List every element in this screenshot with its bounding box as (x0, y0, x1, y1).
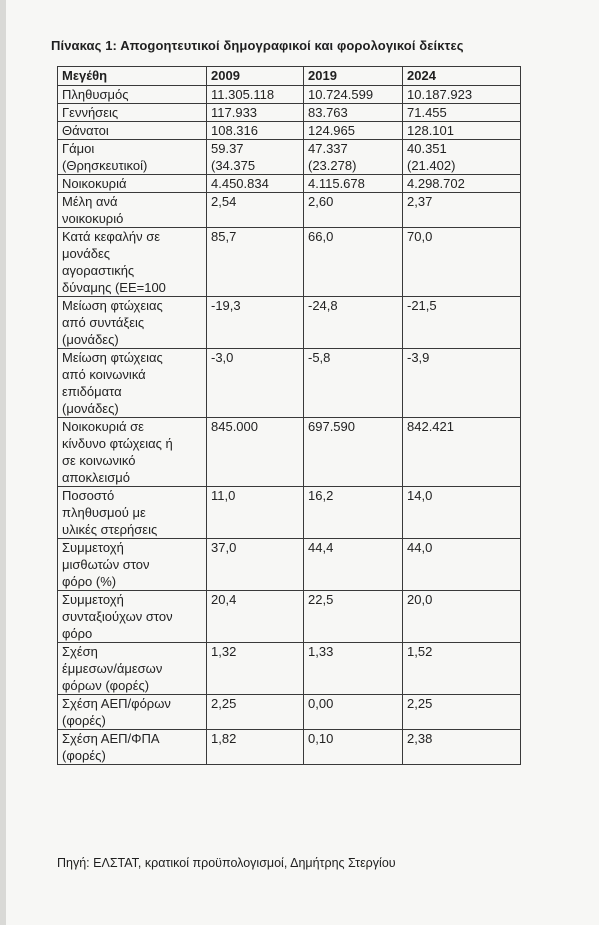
row-label-line: Μέλη ανά (62, 194, 118, 209)
value-cell (304, 86, 403, 104)
row-label-line: μισθωτών στον (62, 557, 150, 572)
value-cell (403, 297, 521, 349)
table-row (58, 643, 521, 695)
value-line: 1,82 (211, 731, 237, 746)
row-label-line: (φορές) (62, 713, 106, 728)
value-cell (403, 349, 521, 418)
row-label-cell (58, 104, 207, 122)
row-label-line: Σχέση ΑΕΠ/φόρων (62, 696, 171, 711)
value-line: (21.402) (407, 158, 456, 173)
row-label-cell (58, 140, 207, 175)
value-line: (34.375 (211, 158, 256, 173)
value-line: 70,0 (407, 229, 433, 244)
value-line: 0,00 (308, 696, 334, 711)
row-label-line: (μονάδες) (62, 332, 119, 347)
value-line: 842.421 (407, 419, 454, 434)
row-label-line: φόρο (%) (62, 574, 117, 589)
value-line: 11.305.118 (211, 87, 275, 102)
row-label-cell (58, 228, 207, 297)
row-label-line: υλικές στερήσεις (62, 522, 158, 537)
table-row (58, 695, 521, 730)
row-label-line: σε κοινωνικό (62, 453, 136, 468)
value-cell (207, 122, 304, 140)
table-row (58, 228, 521, 297)
row-label-line: νοικοκυριό (62, 211, 124, 226)
value-line: 40.351 (407, 141, 447, 156)
row-label-line: αποκλεισμό (62, 470, 130, 485)
row-label-cell (58, 695, 207, 730)
row-label-line: Νοικοκυριά σε (62, 419, 144, 434)
row-label-cell (58, 193, 207, 228)
value-line: 44,4 (308, 540, 334, 555)
table-row (58, 297, 521, 349)
value-cell (304, 643, 403, 695)
row-label-line: Γεννήσεις (62, 105, 119, 120)
row-label-line: Κατά κεφαλήν σε (62, 229, 161, 244)
row-label-cell (58, 349, 207, 418)
row-label-line: Συμμετοχή (62, 592, 124, 607)
value-line: 10.724.599 (308, 87, 374, 102)
value-line: -3,9 (407, 350, 430, 365)
row-label-cell (58, 175, 207, 193)
value-line: -5,8 (308, 350, 331, 365)
value-cell (207, 104, 304, 122)
value-line: 2,25 (211, 696, 237, 711)
value-cell (403, 695, 521, 730)
row-label-line: από κοινωνικά (62, 367, 146, 382)
value-line: 14,0 (407, 488, 433, 503)
table-row (58, 591, 521, 643)
indicators-table (57, 66, 521, 765)
value-cell (207, 591, 304, 643)
value-cell (304, 487, 403, 539)
value-cell (403, 228, 521, 297)
row-label-line: Μείωση φτώχειας (62, 298, 163, 313)
row-label-cell (58, 730, 207, 765)
value-line: -21,5 (407, 298, 437, 313)
table-row (58, 487, 521, 539)
value-line: -24,8 (308, 298, 338, 313)
value-cell (207, 539, 304, 591)
value-cell (207, 228, 304, 297)
row-label-line: Μείωση φτώχειας (62, 350, 163, 365)
table-title: Πίνακας 1: Αποgoητευτικοί δημογραφικοί και φορολογικοί δείκτες (51, 38, 464, 53)
value-cell (207, 140, 304, 175)
row-label-line: Σχέση ΑΕΠ/ΦΠΑ (62, 731, 160, 746)
value-cell (304, 122, 403, 140)
row-label-line: Θάνατοι (62, 123, 109, 138)
row-label-cell (58, 539, 207, 591)
row-label-line: (φορές) (62, 748, 106, 763)
row-label-cell (58, 418, 207, 487)
value-line: 128.101 (407, 123, 454, 138)
value-cell (403, 193, 521, 228)
row-label-line: Συμμετοχή (62, 540, 124, 555)
row-label-line: συνταξιούχων στον (62, 609, 173, 624)
value-cell (403, 122, 521, 140)
value-line: 108.316 (211, 123, 258, 138)
value-cell (207, 297, 304, 349)
row-label-line: Σχέση (62, 644, 98, 659)
row-label-line: (μονάδες) (62, 401, 119, 416)
value-cell (207, 349, 304, 418)
header-cell-measure: Μεγέθη (58, 67, 207, 86)
row-label-line: φόρων (φορές) (62, 678, 150, 693)
table-row (58, 175, 521, 193)
row-label-line: Γάμοι (62, 141, 95, 156)
value-cell (403, 539, 521, 591)
value-line: 4.115.678 (308, 176, 365, 191)
value-cell (304, 104, 403, 122)
value-cell (207, 193, 304, 228)
row-label-line: (Θρησκευτικοί) (62, 158, 148, 173)
row-label-line: φόρο (62, 626, 93, 641)
value-line: 4.298.702 (407, 176, 465, 191)
value-cell (304, 730, 403, 765)
value-cell (403, 140, 521, 175)
value-cell (403, 418, 521, 487)
value-line: 845.000 (211, 419, 258, 434)
value-line: 20,4 (211, 592, 237, 607)
value-line: 59.37 (211, 141, 244, 156)
table-body (58, 86, 521, 765)
value-line: (23.278) (308, 158, 357, 173)
value-line: 697.590 (308, 419, 355, 434)
value-cell (207, 643, 304, 695)
row-label-line: αγοραστικής (62, 263, 135, 278)
value-cell (403, 104, 521, 122)
header-cell-2024: 2024 (403, 67, 521, 86)
value-line: 10.187.923 (407, 87, 473, 102)
header-cell-2009: 2009 (207, 67, 304, 86)
row-label-line: κίνδυνο φτώχειας ή (62, 436, 173, 451)
header-cell-2019: 2019 (304, 67, 403, 86)
value-cell (403, 643, 521, 695)
value-line: 83.763 (308, 105, 348, 120)
value-line: 16,2 (308, 488, 334, 503)
value-cell (403, 730, 521, 765)
scan-page-edge (0, 0, 6, 925)
value-line: 47.337 (308, 141, 348, 156)
value-cell (403, 175, 521, 193)
value-line: 2,37 (407, 194, 433, 209)
table-header-row (58, 67, 521, 86)
source-note: Πηγή: ΕΛΣΤΑΤ, κρατικοί προϋπολογισμοί, Δημήτρης Στεργίου (57, 856, 396, 870)
row-label-line: Νοικοκυριά (62, 176, 127, 191)
value-line: 4.450.834 (211, 176, 269, 191)
table-row (58, 193, 521, 228)
value-cell (304, 175, 403, 193)
row-label-cell (58, 86, 207, 104)
row-label-cell (58, 122, 207, 140)
row-label-line: έμμεσων/άμεσων (62, 661, 163, 676)
row-label-cell (58, 591, 207, 643)
value-cell (304, 695, 403, 730)
value-line: -19,3 (211, 298, 241, 313)
value-line: 2,60 (308, 194, 334, 209)
value-line: 2,25 (407, 696, 433, 711)
row-label-cell (58, 643, 207, 695)
row-label-cell (58, 487, 207, 539)
table-row (58, 539, 521, 591)
value-cell (304, 193, 403, 228)
value-line: 1,52 (407, 644, 433, 659)
value-cell (304, 418, 403, 487)
table-row (58, 86, 521, 104)
value-cell (207, 695, 304, 730)
value-line: 124.965 (308, 123, 355, 138)
value-cell (207, 730, 304, 765)
value-line: 2,38 (407, 731, 433, 746)
value-line: 1,32 (211, 644, 237, 659)
value-cell (304, 539, 403, 591)
table-row (58, 730, 521, 765)
value-line: -3,0 (211, 350, 234, 365)
value-line: 71.455 (407, 105, 447, 120)
value-line: 22,5 (308, 592, 334, 607)
value-line: 85,7 (211, 229, 237, 244)
value-line: 117.933 (211, 105, 258, 120)
value-line: 44,0 (407, 540, 433, 555)
row-label-cell (58, 297, 207, 349)
value-cell (304, 140, 403, 175)
value-cell (207, 487, 304, 539)
row-label-line: Ποσοστό (62, 488, 115, 503)
value-cell (207, 86, 304, 104)
value-cell (207, 175, 304, 193)
value-line: 1,33 (308, 644, 334, 659)
row-label-line: μονάδες (62, 246, 111, 261)
row-label-line: επιδόματα (62, 384, 122, 399)
row-label-line: Πληθυσμός (62, 87, 129, 102)
table-row (58, 104, 521, 122)
table-row (58, 349, 521, 418)
value-cell (403, 487, 521, 539)
table-row (58, 418, 521, 487)
table-row (58, 122, 521, 140)
value-cell (304, 228, 403, 297)
value-line: 20,0 (407, 592, 433, 607)
value-cell (304, 591, 403, 643)
value-cell (403, 86, 521, 104)
row-label-line: από συντάξεις (62, 315, 145, 330)
table-row (58, 140, 521, 175)
value-cell (304, 349, 403, 418)
value-line: 0,10 (308, 731, 334, 746)
value-cell (304, 297, 403, 349)
value-line: 11,0 (211, 488, 236, 503)
value-line: 66,0 (308, 229, 334, 244)
row-label-line: πληθυσμού με (62, 505, 146, 520)
value-line: 37,0 (211, 540, 237, 555)
value-line: 2,54 (211, 194, 237, 209)
value-cell (207, 418, 304, 487)
value-cell (403, 591, 521, 643)
row-label-line: δύναμης (ΕΕ=100 (62, 280, 166, 295)
